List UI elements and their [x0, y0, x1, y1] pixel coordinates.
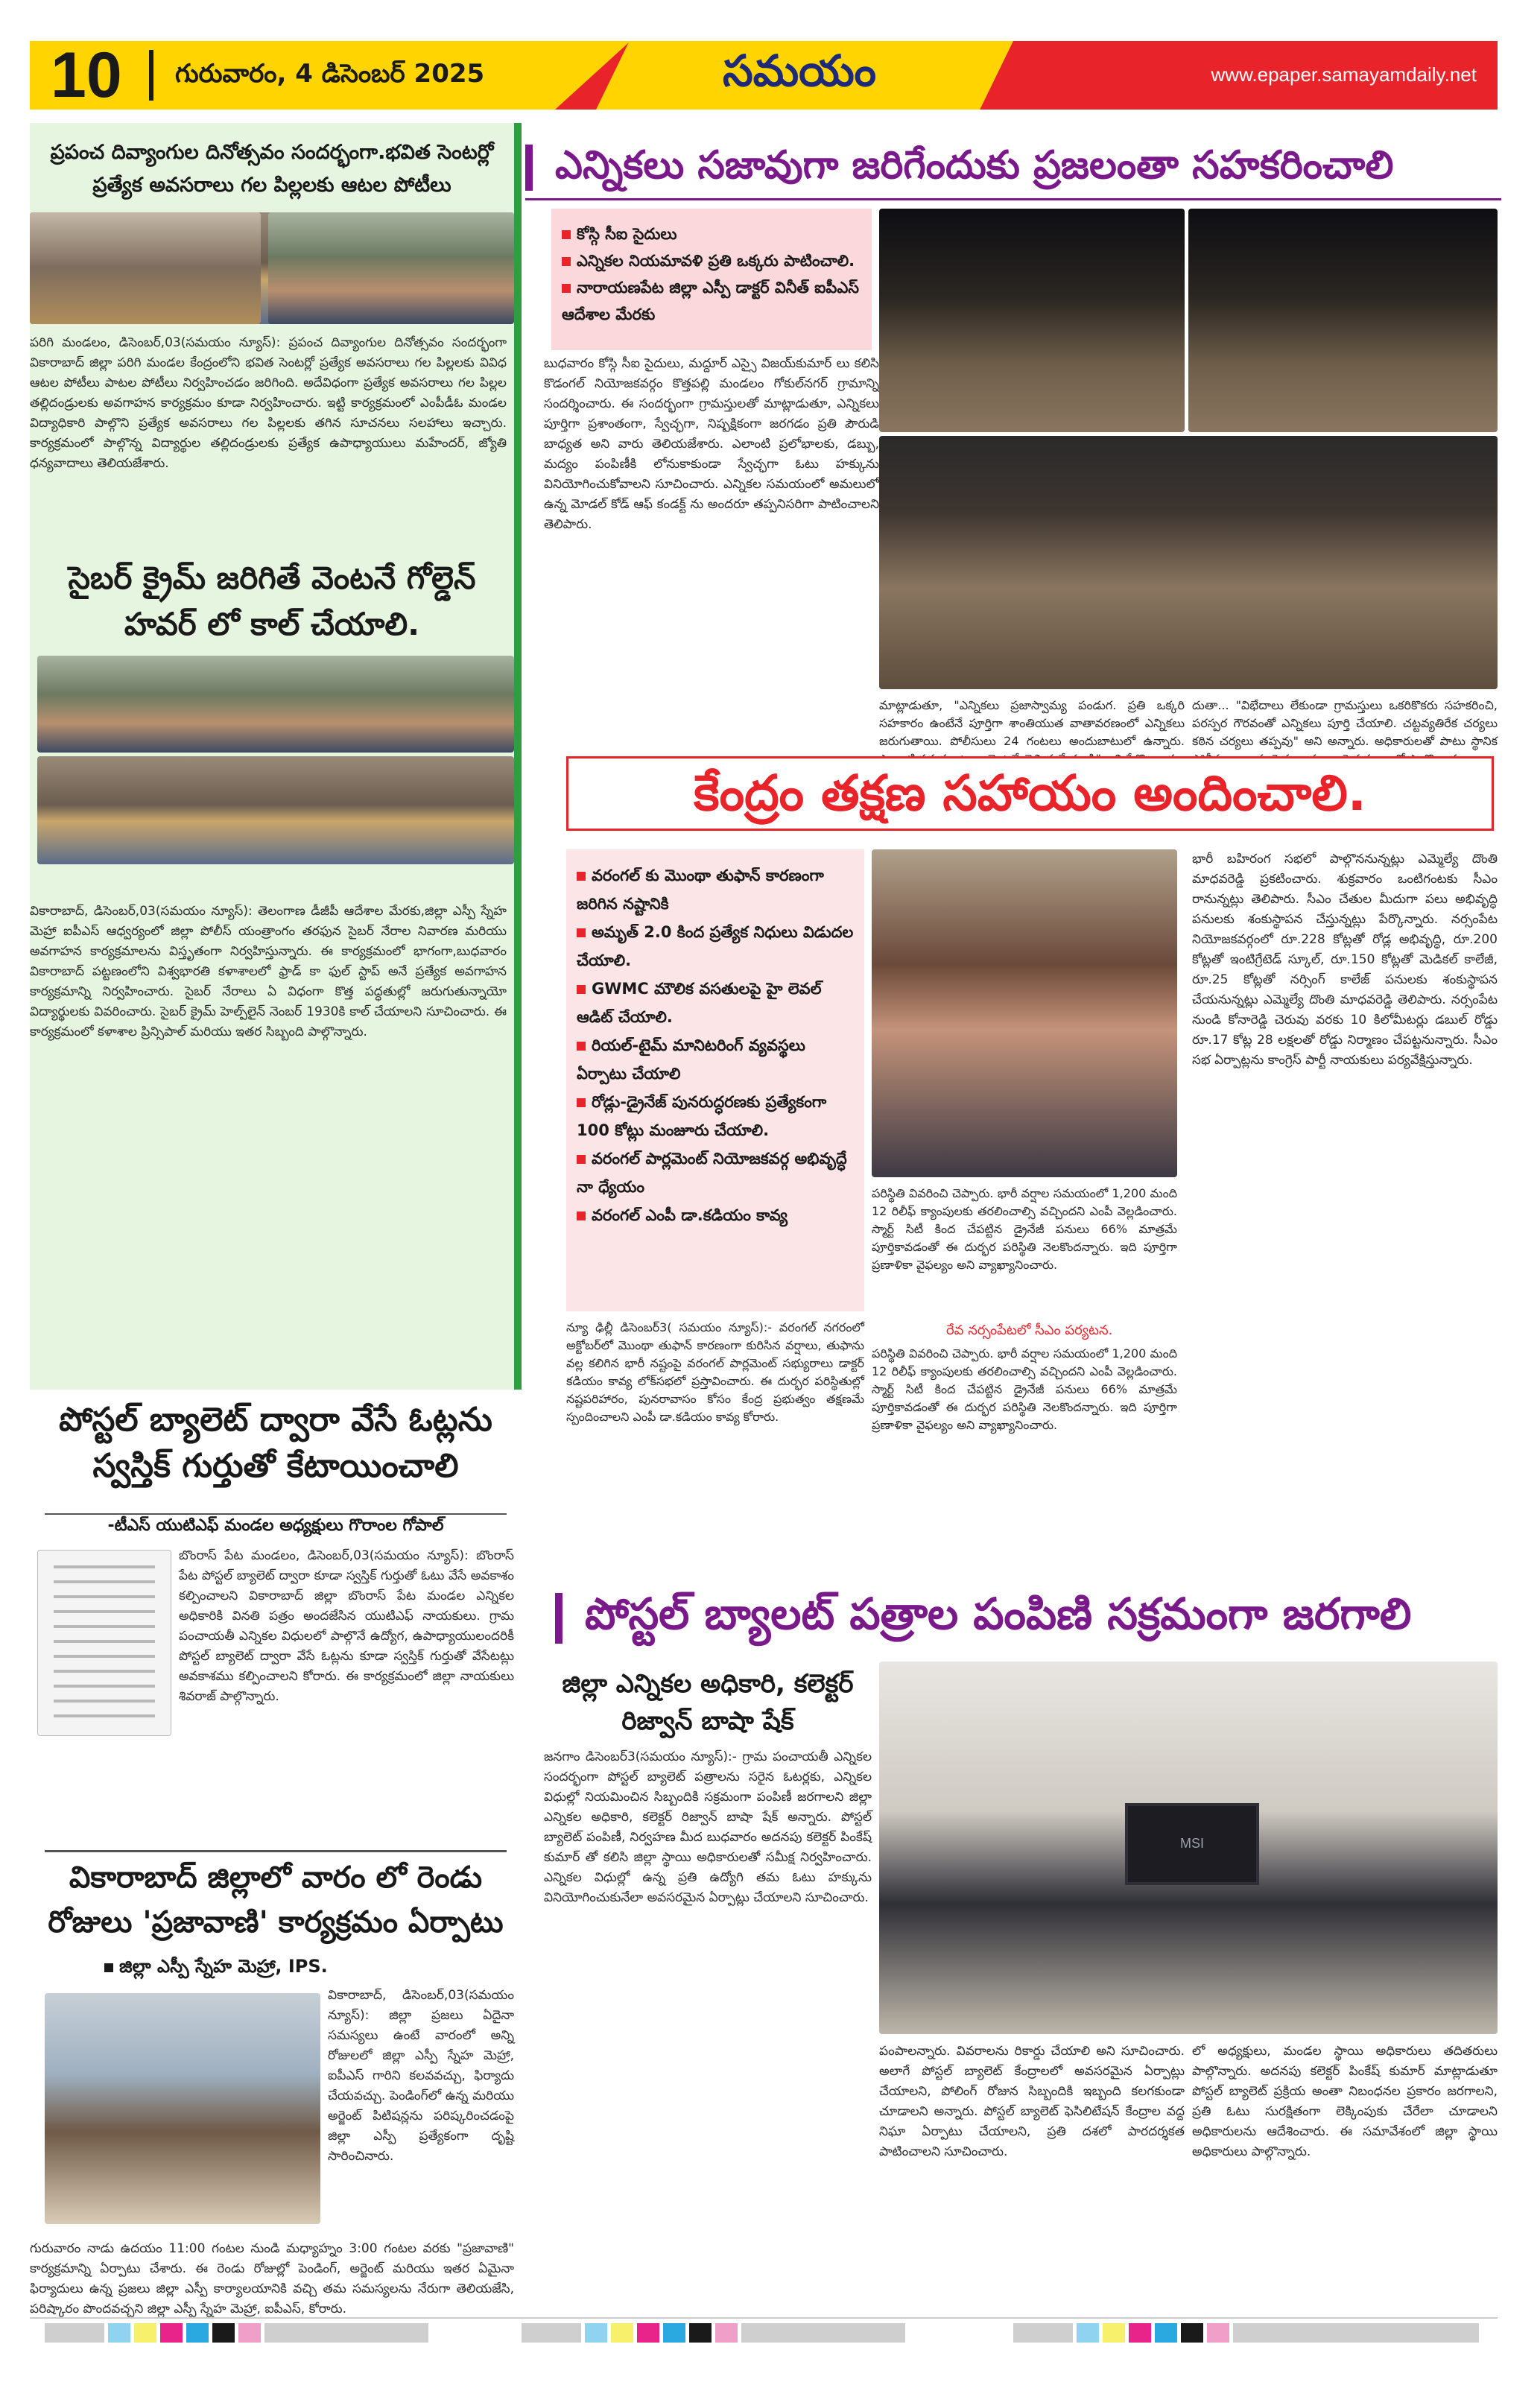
masthead [30, 41, 1498, 110]
story3-divider [45, 1513, 507, 1515]
story2-body: వికారాబాద్, డిసెంబర్,03(సమయం న్యూస్): తెలంగాణ డీజీపీ ఆదేశాల మేరకు,జిల్లా ఎస్పీ స్నేహ మెహ్రా ఐపీఎస్ ఆధ్వర్యంలో జిల్లా పోలీస్ యంత్రాంగం తరఫున సైబర్ నేరాల నివారణ మరియు అవగాహన కార్యక్రమాలను విస్తృతంగా నిర్వహిస్తున్నారు. ఈ కార్యక్రమంలో భాగంగా,బుధవారం వికారాబాద్ పట్టణంలోని విశ్వభారతి కళాశాలలో ఫ్రాడ్ కా ఫుల్ స్టాప్ అనే ప్రత్యేక అవగాహన కార్యక్రమాన్ని నిర్వహించారు. సైబర్ నేరాలు ఏ విధంగా కొత్త పద్ధతుల్లో జరుగుతున్నాయో విద్యార్థులకు వివరించారు. సైబర్ క్రైమ్ హెల్ప్‌లైన్ నెంబర్ 1930కి కాల్ చేయాలని సూచించారు. ఈ కార్యక్రమంలో కళాశాల ప్రిన్సిపాల్ మరియు ఇతర సిబ్బంది పాల్గొన్నారు. [30, 904, 507, 1039]
warangal-point [577, 975, 854, 1031]
strip-gray [45, 2323, 104, 2343]
bullet-square-icon [577, 1155, 586, 1164]
warangal-point-text: రియల్-టైమ్ మానిటరింగ్ వ్యవస్థలు ఏర్పాటు చేయాలి [577, 1036, 805, 1083]
epaper-url[interactable]: www.epaper.samayamdaily.net [1211, 63, 1477, 86]
story4-body-right: వికారాబాద్, డిసెంబర్,03(సమయం న్యూస్): జిల్లా ప్రజలు ఏదైనా సమస్యలు ఉంటే వారంలో అన్ని రోజులలో జిల్లా ఎస్పీ స్నేహ మెహ్రా, ఐపీఎస్ గారిని కలవవచ్చు, ఫిర్యాదు చేయవచ్చు. పెండింగ్‌లో ఉన్న మరియు అర్జెంట్ పిటిషన్లను పరిష్కరించడంపై జిల్లా ఎస్పీ ప్రత్యేకంగా దృష్టి సారించినారు. [328, 1988, 514, 2164]
warangal-point-text: వరంగల్ పార్లమెంట్ నియోజకవర్గ అభివృద్ధే నా ధ్యేయం [577, 1150, 847, 1196]
election-points-box [551, 209, 872, 350]
warangal-body-mid: పరిస్థితి వివరించి చెప్పారు. భారీ వర్షాల సమయంలో 1,200 మంది 12 రిలీఫ్ క్యాంపులకు తరలించాల్సి వచ్చిందని ఎంపీ వెల్లడించారు. స్మార్ట్ సిటీ కింద చేపట్టిన డ్రైనేజీ పనులు 66% మాత్రమే పూర్తికావడంతో ఈ దుర్భర పరిస్థితి నెలకొందన్నారు. ఇది పూర్తిగా ప్రణాళికా వైఫల్యం అని వ్యాఖ్యానించారు. [872, 1186, 1177, 1272]
page-number: 10 [51, 39, 122, 111]
strip-yellow-3 [1103, 2323, 1125, 2343]
strip-magenta-3 [1129, 2323, 1151, 2343]
warangal-point-text: అమృత్ 2.0 కింద ప్రత్యేక నిధులు విడుదల చేయాలి. [577, 923, 854, 969]
warangal-point-text: GWMC మౌలిక వసతులపై హై లెవల్ ఆడిట్ చేయాలి. [577, 980, 822, 1026]
warangal-point [577, 1031, 854, 1088]
warangal-point [577, 1201, 854, 1229]
strip-black-2 [689, 2323, 712, 2343]
election-point [562, 274, 861, 328]
newspaper-logo: సమయం [723, 45, 877, 96]
postal-subhead: జిల్లా ఎన్నికల అధికారి, కలెక్టర్ రిజ్వాన్ బాషా షేక్ [562, 1669, 854, 1736]
strip-gray-4 [741, 2323, 905, 2343]
warangal-point-text: రోడ్లు-డ్రైనేజ్ పునరుద్ధరణకు ప్రత్యేకంగా 100 కోట్లు మంజూరు చేయాలి. [577, 1093, 827, 1139]
postal-headline: పోస్టల్ బ్యాలట్ పత్రాల పంపిణి సక్రమంగా జరగాలి [585, 1589, 1412, 1639]
strip-gray-6 [1233, 2323, 1479, 2343]
strip-magenta-2 [637, 2323, 659, 2343]
election-headline: ఎన్నికలు సజావుగా జరిగేందుకు ప్రజలంతా సహకరించాలి [555, 143, 1394, 188]
strip-black [212, 2323, 235, 2343]
warangal-point [577, 1088, 854, 1144]
warangal-banner [566, 756, 1494, 831]
election-body-3: దుతా... "విభేదాలు లేకుండా గ్రామస్తులు ఒకరికొకరు సహకరించి, పరస్పర గౌరవంతో ఎన్నికలు పూర్తి చేయాలి. చట్టవ్యతిరేక చర్యలు కఠిన చర్యలు తప్పవు" అని అన్నారు. అధికారులతో పాటు స్థానిక [1192, 698, 1498, 748]
masthead-divider [149, 50, 153, 101]
story2-headline: సైబర్ క్రైమ్ జరిగితే వెంటనే గోల్డెన్ హవర్ లో కాల్ చేయాలి. [68, 560, 476, 642]
bullet-square-icon [577, 928, 586, 937]
strip-black-3 [1181, 2323, 1203, 2343]
strip-gray-2 [264, 2323, 428, 2343]
strip-yellow-2 [611, 2323, 633, 2343]
warangal-headline: కేంద్రం తక్షణ సహాయం అందించాలి. [694, 764, 1366, 822]
story1-photo-left [30, 212, 261, 324]
bullet-square-icon [577, 1098, 586, 1107]
story2-photo-2 [37, 756, 514, 864]
story1-body: పరిగి మండలం, డిసెంబర్,03(సమయం న్యూస్): ప్రపంచ దివ్యాంగుల దినోత్సవం సందర్భంగా వికారాబాద్ జిల్లా పరిగి మండల కేంద్రంలోని భవిత సెంటర్లో ప్రత్యేక అవసరాలు గల పిల్లలకు వివిధ ఆటల పోటీలు పాటల పోటీలు నిర్వహించడం జరిగింది. అదేవిధంగా ప్రత్యేక అవసరాలు గల పిల్లల తల్లిదండ్రులకు అవగాహన కార్యక్రమం కూడా నిర్వహించారు. ఇట్టి కార్యక్రమంలో ఎంపీడీఓ మండల విద్యాధికారి పాల్గొని ప్రత్యేక అవసరాలు గల పిల్లలకు తగిన సూచనలు సలహాలు ఇచ్చారు. కార్యక్రమంలో పాల్గొన్న విద్యార్థుల తల్లిదండ్రులకు ప్రత్యేక ఉపాధ్యాయులు మహేందర్, జ్యోతి ధన్యవాదాలు తెలియజేశారు. [30, 335, 507, 471]
strip-yellow [134, 2323, 156, 2343]
story2-photo-1 [37, 656, 514, 753]
warangal-points-box [566, 849, 864, 1311]
postal-banner-bar [555, 1593, 563, 1644]
warangal-point [577, 861, 854, 918]
story4-bullet [104, 1956, 328, 1981]
election-photo-1 [879, 209, 1185, 432]
warangal-point [577, 918, 854, 975]
postal-body-2: పంపాలన్నారు. వివరాలను రికార్డు చేయాలి అని సూచించారు. అలాగే పోస్టల్ బ్యాలెట్ కేంద్రాలలో అవసరమైన ఏర్పాట్లు చేయాలని, పోలింగ్ రోజున సిబ్బందికి ఇబ్బంది కలగకుండా చూడాలని అన్నారు. పోస్టల్ బ్యాలెట్ ఫెసిలిటేషన్ కేంద్రాల వద్ద నిఘా ఏర్పాటు చేయాలని, ప్రతి దశలో పారదర్శకత పాటించాలని సూచించారు. [879, 2044, 1185, 2159]
strip-cyan-2 [663, 2323, 685, 2343]
postal-body-3: లో అధ్యక్షులు, మండల స్థాయి అధికారులు తదితరులు పాల్గొన్నారు. అదనపు కలెక్టర్ పింకేష్ కుమార్ మాట్లాడుతూ పోస్టల్ బ్యాలెట్ ప్రక్రియ అంతా నిబంధనల ప్రకారం జరగాలని, ప్రతి ఓటు సురక్షితంగా లెక్కింపుకు చేరేలా చూడాలని అధికారులను ఆదేశించారు. ఈ సమావేశంలో జిల్లా స్థాయి అధికారులు పాల్గొన్నారు. [1192, 2044, 1498, 2159]
election-banner [525, 134, 1501, 201]
left-column [30, 123, 522, 2316]
strip-gray-5 [1013, 2323, 1073, 2343]
footer-rule [30, 2317, 1498, 2319]
election-photo-3 [879, 436, 1498, 689]
strip-pink [238, 2323, 261, 2343]
strip-magenta [160, 2323, 183, 2343]
mp-portrait-photo [872, 849, 1177, 1177]
bullet-square-icon [562, 230, 571, 239]
election-point-text: నారాయణపేట జిల్లా ఎస్పీ డాక్టర్ వినీత్ ఐపీఎస్ ఆదేశాల మేరకు [562, 279, 860, 323]
issue-date: గురువారం, 4 డిసెంబర్ 2025 [175, 59, 485, 89]
warangal-point-text: వరంగల్ ఎంపీ డా.కడియం కావ్య [592, 1206, 788, 1224]
election-banner-bar [525, 145, 533, 191]
strip-cyan-light-2 [585, 2323, 607, 2343]
strip-cyan [186, 2323, 209, 2343]
bullet-square-icon [577, 1042, 586, 1051]
election-photo-2 [1188, 209, 1498, 432]
strip-cyan-light-3 [1077, 2323, 1099, 2343]
warangal-body-right: భారీ బహిరంగ సభలో పాల్గొననున్నట్లు ఎమ్మెల్యే దొంతి మాధవరెడ్డి ప్రకటించారు. శుక్రవారం ఒంటిగంటకు సీఎం రానున్నట్లు తెలిపారు. సీఎం చేతుల మీదుగా పలు అభివృద్ధి పనులకు శంకుస్థాపన చేస్తున్నట్లు పేర్కొన్నారు. నర్సంపేట నియోజకవర్గంలో రూ.228 కోట్లతో రోడ్ల అభివృద్ధి, రూ.200 కోట్లతో ఇంటిగ్రేటెడ్ స్కూల్, రూ.150 కోట్లతో మెడికల్ కాలేజీ, రూ.25 కోట్లతో నర్సింగ్ కాలేజ్ పనులకు శంకుస్థాపన చేయనున్నట్లు ఎమ్మెల్యే దొంతి మాధవరెడ్డి తెలిపారు. నర్సంపేట నుండి కోనారెడ్డి చెరువు వరకు 10 కిలోమీటర్లు డబుల్ రోడ్డు రూ.17 కోట్ల 28 లక్షలతో రోడ్డు నిర్మాణం చేపట్టనున్నారు. సీఎం సభ ఏర్పాట్లను కాంగ్రెస్ పార్టీ నాయకులు పర్యవేక్షిస్తున్నారు. [1192, 852, 1498, 1068]
election-body: బుధవారం కోస్గి సీఐ సైదులు, మద్దూర్ ఎస్సై విజయ్‌కుమార్ లు కలిసి కొడంగల్ నియోజకవర్గం కొత్తపల్లి మండలం గోకుల్‌నగర్ గ్రామాన్ని సందర్శించారు. ఈ సందర్భంగా గ్రామస్తులతో మాట్లాడుతూ, ఎన్నికలు పూర్తిగా ప్రశాంతంగా, స్వేచ్ఛగా, నిష్పక్షికంగా జరగడం ప్రతి పౌరుడి బాధ్యత అని వారు తెలియజేశారు. ఎలాంటి ప్రలోభాలకు, డబ్బు, మద్యం పంపిణీకి లోనుకాకుండా స్వేచ్ఛగా ఓటు హక్కును వినియోగించుకోవాలని సూచించారు. ఎన్నికల సమయంలో అమలులో ఉన్న మోడల్ కోడ్ ఆఫ్ కండక్ట్ ను అందరూ తప్పనిసరిగా పాటించాలని తెలిపారు. [544, 356, 879, 532]
election-banner-rule [525, 198, 1501, 200]
monitor-brand-label: MSI [1180, 1836, 1205, 1851]
strip-pink-3 [1207, 2323, 1229, 2343]
bullet-square-icon [562, 257, 571, 266]
election-point-text: కోస్గి సీఐ సైదులు [577, 225, 677, 243]
strip-cyan-3 [1155, 2323, 1177, 2343]
strip-cyan-light [108, 2323, 130, 2343]
story1-photo-right [268, 212, 514, 324]
bullet-square-icon [577, 1212, 586, 1220]
strip-gray-3 [522, 2323, 581, 2343]
story4-headline: వికారాబాద్ జిల్లాలో వారం లో రెండు రోజులు 'ప్రజావాణి' కార్యక్రమం ఏర్పాటు [48, 1860, 504, 1939]
warangal-point [577, 1144, 854, 1201]
collector-office-photo [879, 1662, 1498, 2034]
story1-headline: ప్రపంచ దివ్యాంగుల దినోత్సవం సందర్భంగా.భవిత సెంటర్లో ప్రత్యేక అవసరాలు గల పిల్లలకు ఆటల పోటీలు [50, 141, 494, 197]
story4-body: గురువారం నాడు ఉదయం 11:00 గంటల నుండి మధ్యాహ్నం 3:00 గంటల వరకు "ప్రజావాణి" కార్యక్రమాన్ని ఏర్పాటు చేశారు. ఈ రెండు రోజుల్లో పెండింగ్, అర్జెంట్ మరియు ఇతర ఏమైనా ఫిర్యాదులు ఉన్న ప్రజలు జిల్లా ఎస్పీ కార్యాలయానికి వచ్చి తమ సమస్యలను నేరుగా తెలియజేసి, పరిష్కారం పొందవచ్చని జిల్లా ఎస్పీ స్నేహ మెహ్రా, ఐపీఎస్, కోరారు. [30, 2241, 514, 2316]
warangal-body-cont: పరిస్థితి వివరించి చెప్పారు. భారీ వర్షాల సమయంలో 1,200 మంది 12 రిలీఫ్ క్యాంపులకు తరలించాల్సి వచ్చిందని ఎంపీ వెల్లడించారు. స్మార్ట్ సిటీ కింద చేపట్టిన డ్రైనేజీ పనులు 66% మాత్రమే పూర్తికావడంతో ఈ దుర్భర పరిస్థితి నెలకొందన్నారు. ఇది పూర్తిగా ప్రణాళికా వైఫల్యం అని వ్యాఖ్యానించారు. [872, 1346, 1177, 1432]
postal-banner [555, 1580, 1494, 1654]
story1-photo [30, 212, 514, 324]
bullet-square-icon [577, 985, 586, 994]
bullet-square-icon [104, 1963, 113, 1972]
bullet-square-icon [562, 284, 571, 293]
story3-byline: -టీఎస్ యుటిఎఫ్ మండల అధ్యక్షులు గొరాంల గోపాల్ [107, 1516, 444, 1535]
election-point [562, 247, 861, 274]
warangal-red-note: రేవ నర్సంపేటలో సీఎం పర్యటన. [946, 1323, 1113, 1338]
election-body-2: మాట్లాడుతూ, "ఎన్నికలు ప్రజాస్వామ్య పండుగ. ప్రతి ఒక్కరి సహకారం ఉంటేనే పూర్తిగా శాంతియుత వాతావరణంలో ఎన్నికలు జరుగుతాయి. పోలీసులు 24 గంటలు అందుబాటులో ఉన్నారు. [879, 698, 1185, 748]
warangal-dateline: న్యూ ఢిల్లీ డిసెంబర్3( సమయం న్యూస్):- వరంగల్ నగరంలో అక్టోబర్‌లో మొంథా తుఫాన్ కారణంగా కురిసిన వర్షాలు, తుఫాను వల్ల కలిగిన భారీ నష్టంపై వరంగల్ పార్లమెంట్ సభ్యురాలు డాక్టర్ కడియం కావ్య లోక్‌సభలో ప్రస్తావించారు. ఈ దుర్భర పరిస్థితుల్లో నష్టపరిహారం, పునరావాసం కోసం కేంద్ర ప్రభుత్వం తక్షణమే స్పందించాలని ఎంపీ డా.కడియం కావ్య కోరారు. [566, 1320, 864, 1424]
postal-body: జనగాం డిసెంబర్3(సమయం న్యూస్):- గ్రామ పంచాయతీ ఎన్నికల సందర్భంగా పోస్టల్ బ్యాలెట్ పత్రాలను సరైన ఓటర్లకు, ఎన్నికల విధుల్లో నియమించిన సిబ్బందికి సక్రమంగా పంపిణీ జరగాలని జిల్లా ఎన్నికల అధికారి, కలెక్టర్ రిజ్వాన్ బాషా షేక్ అన్నారు. పోస్టల్ బ్యాలెట్ పంపిణీ, నిర్వహణ మీద బుధవారం అదనపు కలెక్టర్ పింకేష్ కుమార్ తో కలిసి జిల్లా స్థాయి అధికారులతో సమీక్ష నిర్వహించారు. ఎన్నికల విధుల్లో ఉన్న ప్రతి ఉద్యోగి తమ ఓటు హక్కును వినియోగించుకునేలా అవసరమైన ఏర్పాట్లు చేయాలని సూచించారు. [544, 1749, 872, 1905]
warangal-point-text: వరంగల్ కు మొంథా తుఫాన్ కారణంగా జరిగిన నష్టానికి [577, 867, 824, 913]
story4-bullet-text: జిల్లా ఎస్పీ స్నేహ మెహ్రా, IPS. [119, 1956, 328, 1977]
sp-portrait-photo [45, 1993, 320, 2224]
strip-pink-2 [715, 2323, 738, 2343]
bullet-square-icon [577, 872, 586, 881]
story4-divider [45, 1850, 507, 1852]
story3-headline: పోస్టల్ బ్యాలెట్ ద్వారా వేసే ఓట్లను స్వస్తిక్ గుర్తుతో కేటాయించాలి [59, 1401, 492, 1485]
petition-document-photo [37, 1550, 171, 1736]
story3-body: బొంరాస్ పేట మండలం, డిసెంబర్,03(సమయం న్యూస్): బొంరాస్ పేట పోస్టల్ బ్యాలెట్ ద్వారా కూడా స్వస్తిక్ గుర్తుతో ఓటు వేసే అవకాశం కల్పించాలని వికారాబాద్ జిల్లా బొంరాస్ పేట మండల ఎన్నికల అధికారికి వినతి పత్రం అందజేసిన యుటిఎఫ్ నాయకులు. గ్రామ పంచాయతీ ఎన్నికల విధులలో పాల్గొనే ఉద్యోగ, ఉపాధ్యాయులందరికీ పోస్టల్ బ్యాలెట్ ద్వారా వేసే ఓట్లను కూడా స్వస్తిక్ గుర్తుతో వేసేటట్లు అవకాశము కల్పించాలని కోరారు. ఈ కార్యక్రమంలో జిల్లా నాయకులు శివరాజ్ పాల్గొన్నారు. [179, 1548, 514, 1704]
election-point-text: ఎన్నికల నియమావళి ప్రతి ఒక్కరు పాటించాలి. [577, 252, 855, 270]
election-point [562, 221, 861, 247]
monitor-shape [1125, 1803, 1259, 1885]
